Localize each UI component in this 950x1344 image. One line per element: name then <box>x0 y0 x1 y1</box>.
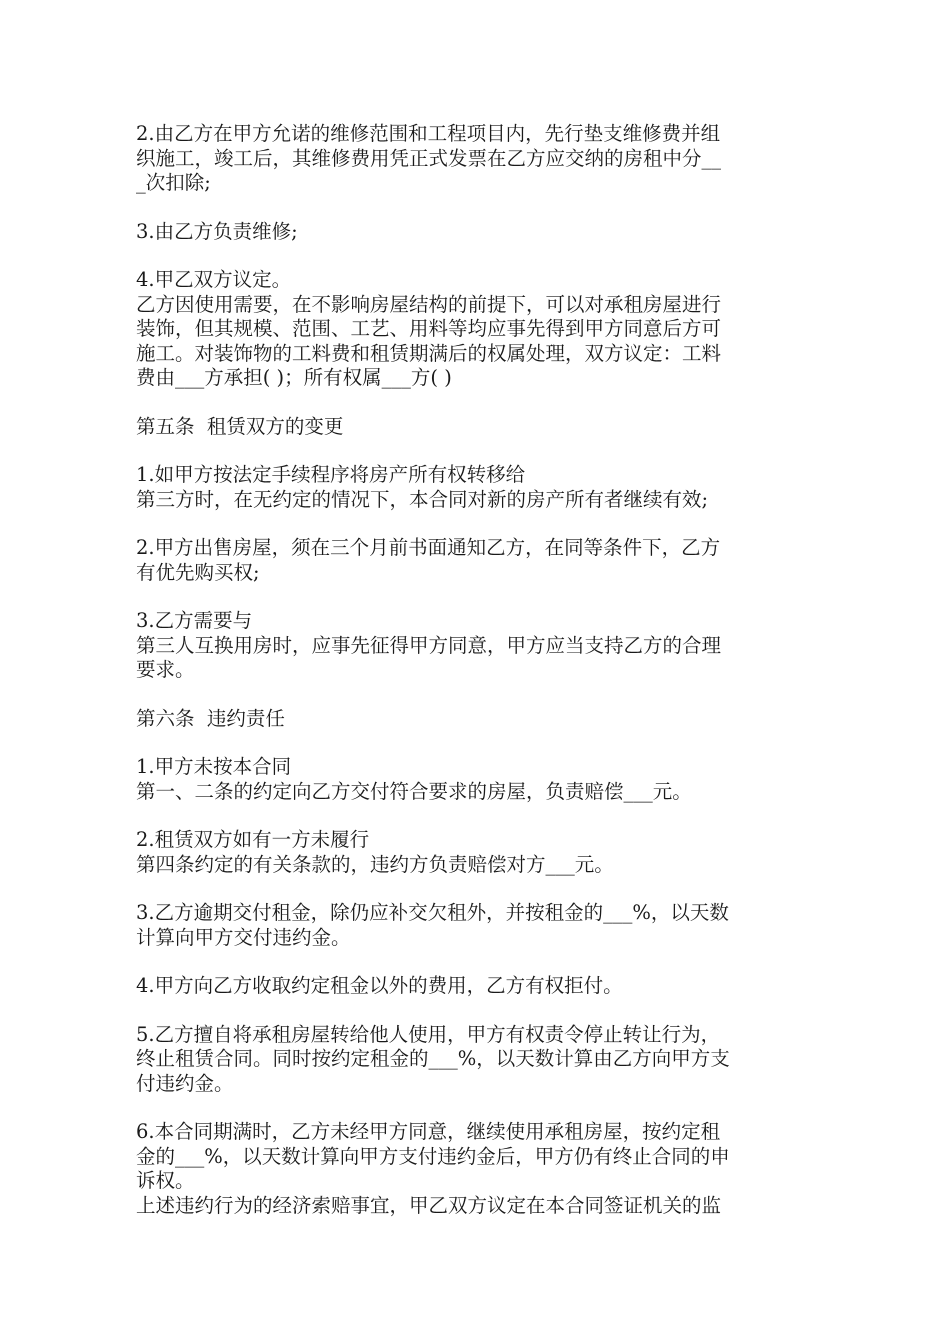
contract-paragraph <box>136 707 816 732</box>
contract-paragraph <box>136 463 816 512</box>
paragraph-line: 4.甲乙双方议定。 <box>136 268 292 291</box>
paragraph-line: 第四条约定的有关条款的，违约方负责赔偿对方___元。 <box>136 852 614 876</box>
contract-paragraph <box>136 1120 816 1194</box>
contract-paragraph <box>136 1023 816 1097</box>
paragraph-line: 要求。 <box>136 658 195 681</box>
paragraph-line: 2.租赁双方如有一方未履行 <box>136 828 370 851</box>
paragraph-line: 3.乙方逾期交付租金，除仍应补交欠租外，并按租金的___%，以天数 <box>136 901 729 924</box>
paragraph-line: 5.乙方擅自将承租房屋转给他人使用，甲方有权责令停止转让行为， <box>136 1022 721 1046</box>
paragraph-line: 诉权。 <box>136 1169 195 1192</box>
paragraph-line: 3.乙方需要与 <box>136 609 253 632</box>
paragraph-line: 3.由乙方负责维修; <box>136 219 298 243</box>
paragraph-line: 2.由乙方在甲方允诺的维修范围和工程项目内，先行垫支维修费并组 <box>136 122 721 145</box>
contract-paragraph <box>136 901 816 950</box>
paragraph-line: 第五条 租赁双方的变更 <box>136 414 344 438</box>
contract-paragraph <box>136 609 816 683</box>
contract-paragraph <box>136 755 816 804</box>
contract-paragraph <box>136 122 816 196</box>
paragraph-line: 第三人互换用房时，应事先征得甲方同意，甲方应当支持乙方的合理 <box>136 633 722 657</box>
contract-paragraph <box>136 293 816 391</box>
paragraph-line: 第六条 违约责任 <box>136 706 285 730</box>
paragraph-line: 4.甲方向乙方收取约定租金以外的费用，乙方有权拒付。 <box>136 974 623 997</box>
paragraph-line: _次扣除; <box>136 171 211 194</box>
contract-paragraph <box>136 828 816 877</box>
paragraph-line: 施工。对装饰物的工料费和租赁期满后的权属处理，双方议定：工料 <box>136 341 722 365</box>
paragraph-line: 付违约金。 <box>136 1071 234 1095</box>
paragraph-line: 计算向甲方交付违约金。 <box>136 925 351 949</box>
contract-paragraph <box>136 415 816 440</box>
contract-paragraph <box>136 220 816 245</box>
paragraph-line: 第一、二条的约定向乙方交付符合要求的房屋，负责赔偿___元。 <box>136 779 692 803</box>
paragraph-line: 1.如甲方按法定手续程序将房产所有权转移给 <box>136 463 526 486</box>
document-page <box>136 122 816 1242</box>
paragraph-line: 第三方时，在无约定的情况下，本合同对新的房产所有者继续有效; <box>136 487 709 511</box>
contract-paragraph <box>136 536 816 585</box>
paragraph-line: 有优先购买权; <box>136 560 260 584</box>
contract-paragraph <box>136 1194 816 1219</box>
paragraph-line: 上述违约行为的经济索赔事宜，甲乙双方议定在本合同签证机关的监 <box>136 1193 722 1217</box>
paragraph-line: 费由___方承担( )；所有权属___方( ) <box>136 366 452 389</box>
paragraph-line: 金的___%，以天数计算向甲方支付违约金后，甲方仍有终止合同的申 <box>136 1144 730 1168</box>
contract-paragraph <box>136 974 816 999</box>
paragraph-line: 织施工，竣工后，其维修费用凭正式发票在乙方应交纳的房租中分__ <box>136 146 722 170</box>
paragraph-line: 装饰，但其规模、范围、工艺、用料等均应事先得到甲方同意后方可 <box>136 317 722 340</box>
paragraph-line: 1.甲方未按本合同 <box>136 755 292 778</box>
paragraph-line: 6.本合同期满时，乙方未经甲方同意，继续使用承租房屋，按约定租 <box>136 1120 721 1143</box>
paragraph-line: 终止租赁合同。同时按约定租金的___%，以天数计算由乙方向甲方支 <box>136 1047 730 1070</box>
paragraph-line: 乙方因使用需要，在不影响房屋结构的前提下，可以对承租房屋进行 <box>136 292 722 316</box>
paragraph-line: 2.甲方出售房屋，须在三个月前书面通知乙方，在同等条件下，乙方 <box>136 536 721 559</box>
contract-paragraph <box>136 268 816 293</box>
